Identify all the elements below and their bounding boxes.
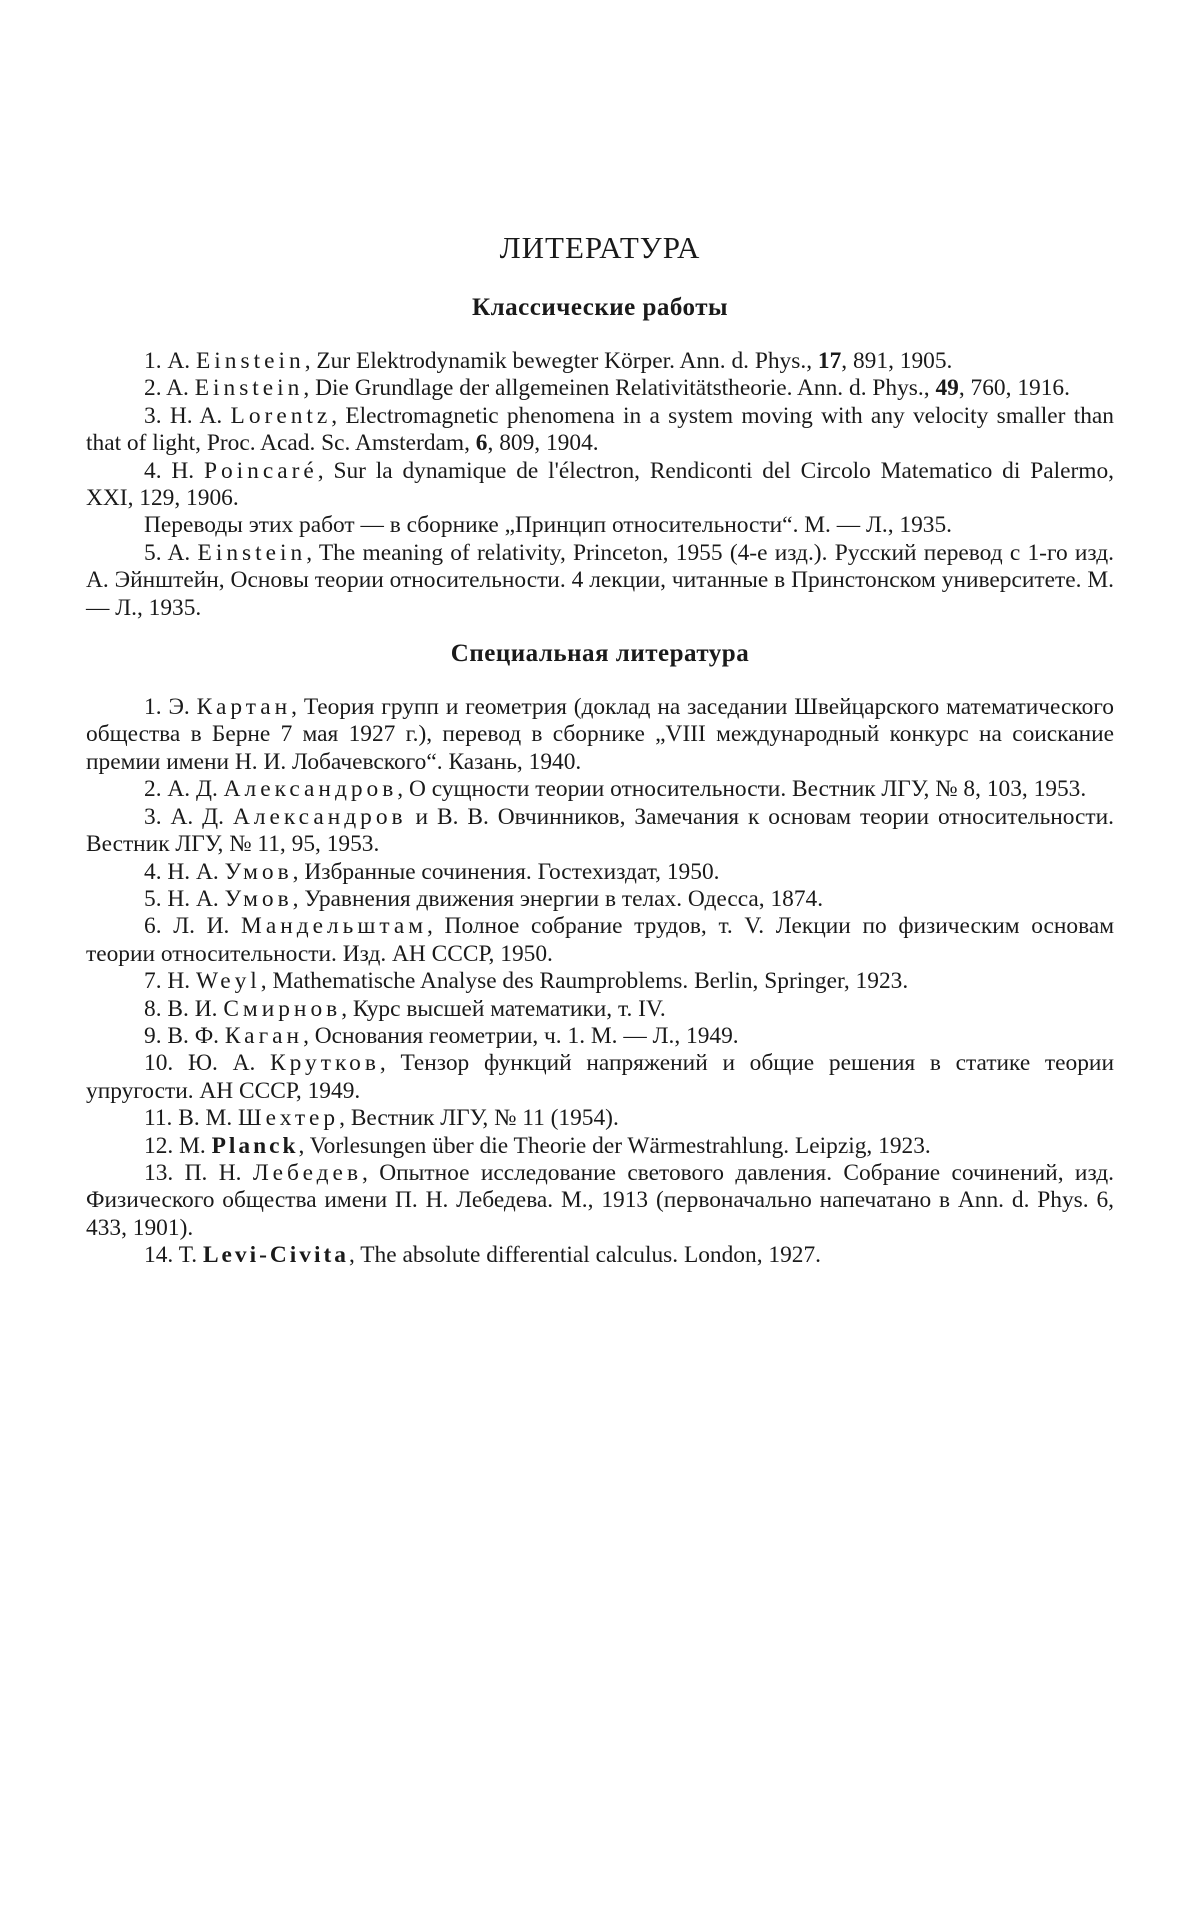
bibliography-entry [86,512,1114,539]
section-heading-classic: Классические работы [471,294,729,321]
entry-author: Александров [223,776,398,803]
bibliography-page [86,230,1114,1270]
entry-text: , О сущности теории относительности. Вестник ЛГУ, № 8, 103, 1953. [397,776,1087,803]
entry-number: 1. [144,348,162,374]
entry-author: Александров [232,803,407,830]
special-literature-list [86,694,1114,1270]
entry-initials: А. [167,348,191,374]
entry-initials: T. [178,1242,198,1269]
entry-number: 3. [144,402,162,429]
entry-author: Умов [224,858,293,885]
entry-initials: А. Д. [167,776,218,803]
entry-volume: 49 [935,375,959,402]
entry-number: 11. [144,1105,173,1132]
bibliography-entry [86,1133,1114,1160]
bibliography-entry [86,1023,1114,1050]
bibliography-entry [86,776,1114,803]
entry-number: 6. [144,913,162,940]
entry-number: 4. [144,457,162,484]
entry-number: 5. [144,885,162,912]
bibliography-entry [86,1050,1114,1105]
entry-initials: H. [171,457,195,484]
entry-text: , Mathematische Analyse des Raumproblems. Berlin, Springer, 1923. [260,968,909,995]
entry-initials: А. Д. [170,803,224,830]
entry-text: , Zur Elektrodynamik bewegter Körper. Ann. d. Phys., [304,348,818,374]
bibliography-entry [86,1160,1114,1242]
entry-text: , Избранные сочинения. Гостехиздат, 1950. [292,858,720,885]
bibliography-entry [86,694,1114,776]
entry-author: Каган [224,1022,304,1049]
entry-text: , Теория групп и геометрия (доклад на заседании Швейцарского математического общества в Берне 7 мая 1927 г.), перевод в сборнике „VIII международный конкурс на соискание премии имени Н. И. Лобачевского“. Казань, 1940. [86,694,1114,775]
entry-tail: , 891, 1905. [841,348,953,374]
entry-text: , The absolute differential calculus. London, 1927. [349,1242,822,1269]
entry-initials: A. [167,539,191,566]
entry-text: и В. В. Овчинников, Замечания к основам теории относительности. Вестник ЛГУ, № 11, 95, 1953. [86,803,1114,858]
entry-initials: H. A. [169,402,223,429]
entry-tail: , 809, 1904. [487,430,599,457]
entry-author: Poincaré [203,457,318,484]
entry-author: Картан [196,694,292,721]
entry-initials: Э. [168,694,190,721]
bibliography-entry [86,913,1114,968]
entry-initials: H. [167,968,191,995]
entry-author: Weyl [196,968,261,995]
bibliography-entry [86,859,1114,886]
entry-author: Lorentz [230,402,332,429]
entry-author: Умов [224,885,293,912]
entry-number: 7. [144,968,162,995]
bibliography-entry [86,403,1114,458]
entry-number: 2. [144,776,162,803]
entry-text: , Vorlesungen über die Theorie der Wärmestrahlung. Leipzig, 1923. [298,1132,931,1159]
entry-initials: Ю. А. [187,1050,256,1077]
entry-author: Planck [211,1132,299,1159]
entry-text: , Опытное исследование светового давления. Собрание сочинений, изд. Физического общества имени П. Н. Лебедева. М., 1913 (первоначально напечатано в Ann. d. Phys. 6, 433, 1901). [86,1159,1115,1241]
entry-author: Einstein [197,539,307,566]
entry-number: 9. [144,1022,162,1049]
entry-initials: В. Ф. [167,1022,220,1049]
entry-author: Лебедев [252,1159,362,1186]
entry-number: 10. [144,1050,174,1077]
entry-text: Переводы этих работ — в сборнике „Принцип относительности“. М. — Л., 1935. [144,512,953,539]
entry-initials: Н. А. [167,858,219,885]
entry-author: Einstein [194,375,304,402]
bibliography-entry [86,886,1114,913]
classic-works-list [86,348,1114,622]
entry-initials: В. М. [178,1105,233,1132]
entry-initials: A. [166,375,189,402]
bibliography-entry [86,968,1114,995]
entry-initials: Л. И. [173,913,230,940]
entry-text: , Курс высшей математики, т. IV. [341,995,666,1022]
entry-number: 2. [144,375,162,402]
entry-author: Einstein [196,348,305,374]
entry-text: , Полное собрание трудов, т. V. Лекции по физическим основам теории относительности. Изд. АН СССР, 1950. [86,913,1114,967]
entry-text: , The meaning of relativity, Princeton, 1955 (4-е изд.). Русский перевод с 1-го изд. А. Эйнштейн, Основы теории относительности. 4 лекции, читанные в Принстонском университете. М. — Л., 1935. [86,539,1115,621]
entry-volume: 17 [817,348,842,374]
bibliography-entry [86,996,1114,1023]
entry-initials: В. И. [167,995,218,1022]
bibliography-entry [86,458,1114,513]
entry-initials: M. [179,1132,206,1159]
entry-text: , Основания геометрии, ч. 1. М. — Л., 1949. [303,1022,739,1049]
entry-author: Шехтер [238,1105,340,1132]
entry-text: , Тензор функций напряжений и общие решения в статике теории упругости. АН СССР, 1949. [86,1050,1114,1104]
entry-text: , Уравнения движения энергии в телах. Одесса, 1874. [292,885,824,912]
bibliography-entry [86,348,1114,375]
entry-number: 12. [144,1132,174,1159]
entry-author: Смирнов [223,995,342,1022]
entry-author: Крутков [270,1050,380,1077]
bibliography-entry [86,375,1114,402]
entry-text: , Electromagnetic phenomena in a system moving with any velocity smaller than that of light, Proc. Acad. Sc. Amsterdam, [86,402,1114,457]
entry-text: , Sur la dynamique de l'électron, Rendiconti del Circolo Matematico di Palermo, XXI, 129, 1906. [86,457,1114,512]
entry-text: , Вестник ЛГУ, № 11 (1954). [339,1105,619,1132]
entry-number: 8. [144,995,162,1022]
entry-number: 1. [144,694,162,721]
entry-number: 14. [144,1242,174,1269]
entry-initials: Н. А. [167,885,219,912]
section-heading-special: Специальная литература [450,640,750,668]
entry-number: 13. [144,1159,174,1186]
bibliography-entry [86,804,1114,859]
entry-number: 3. [144,803,162,830]
entry-author: Мандельштам [241,913,428,940]
entry-tail: , 760, 1916. [958,375,1070,402]
entry-initials: П. Н. [184,1159,242,1186]
entry-number: 5. [144,539,162,566]
entry-volume: 6 [475,430,488,457]
entry-author: Levi-Civita [202,1242,349,1269]
entry-number: 4. [144,858,162,885]
bibliography-entry [86,1105,1114,1132]
page-title: ЛИТЕРАТУРА [499,230,701,265]
bibliography-entry [86,540,1114,622]
bibliography-entry [86,1242,1114,1269]
entry-text: , Die Grundlage der allgemeinen Relativitätstheorie. Ann. d. Phys., [303,375,936,402]
